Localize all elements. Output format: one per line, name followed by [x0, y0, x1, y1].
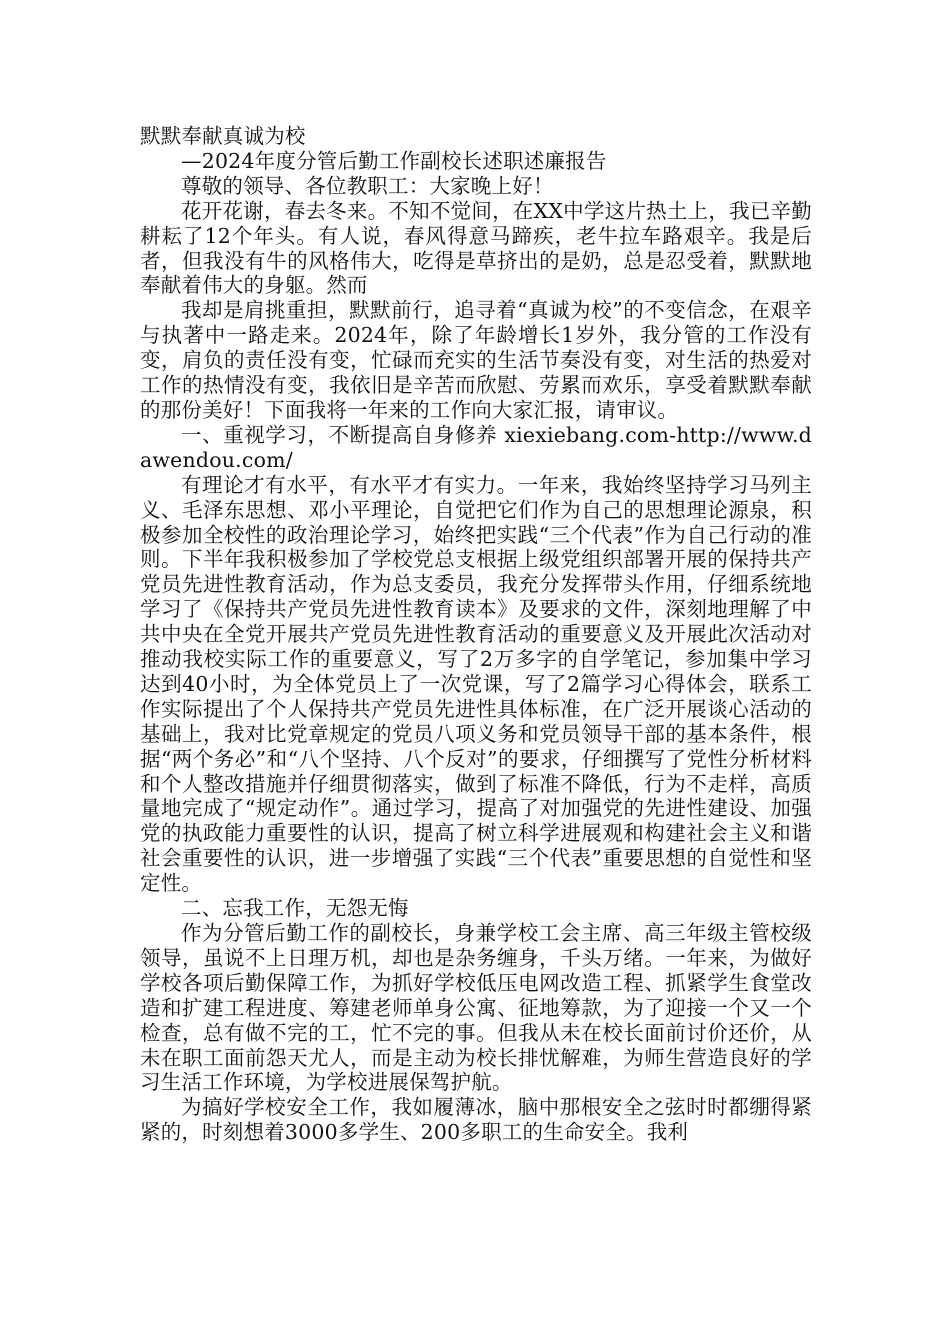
- section-heading-work: 二、忘我工作，无怨无悔: [181, 896, 409, 921]
- paragraph-study: 有理论才有水平，有水平才有实力。一年来，我始终坚持学习马列主义、毛泽东思想、邓小平理论，自觉把它们作为自己的思想理论源泉，积极参加全校性的政治理论学习，始终把实践“三个代表”作为自己行动的准则。下半年我积极参加了学校党总支根据上级党组织部署开展的保持共产党员先进性教育活动，作为总支委员，我充分发挥带头作用，仔细系统地学习了《保持共产党员先进性教育读本》及要求的文件，深刻地理解了中共中央在全党开展共产党员先进性教育活动的重要意义及开展此次活动对推动我校实际工作的重要意义，写了2万多字的自学笔记，参加集中学习达到40小时，为全体党员上了一次党课，写了2篇学习心得体会，联系工作实际提出了个人保持共产党员先进性具体标准，在广泛开展谈心活动的基础上，我对比党章规定的党员八项义务和党员领导干部的基本条件，根据“两个务必”和“八个坚持、八个反对”的要求，仔细撰写了党性分析材料和个人整改措施并仔细贯彻落实，做到了标准不降低，行为不走样，高质量地完成了“规定动作”。通过学习，提高了对加强党的先进性建设、加强党的执政能力重要性的认识，提高了树立科学进展观和构建社会主义和谐社会重要性的认识，进一步增强了实践“三个代表”重要思想的自觉性和坚定性。: [140, 472, 812, 896]
- document-subtitle: —2024年度分管后勤工作副校长述职述廉报告: [181, 148, 607, 173]
- paragraph-safety: 为搞好学校安全工作，我如履薄冰，脑中那根安全之弦时时都绷得紧紧的，时刻想着3000多学生、200多职工的生命安全。我利: [140, 1095, 812, 1145]
- greeting: 尊敬的领导、各位教职工：大家晚上好！: [181, 173, 554, 198]
- document-title: 默默奉献真诚为校: [140, 124, 306, 148]
- paragraph-continuation: 我却是肩挑重担，默默前行，追寻着“真诚为校”的不变信念，在艰辛与执著中一路走来。2024年，除了年龄增长1岁外，我分管的工作没有变，肩负的责任没有变，忙碌而充实的生活节奏没有变，对生活的热爱对工作的热情没有变，我依旧是辛苦而欣慰、劳累而欢乐，享受着默默奉献的那份美好！下面我将一年来的工作向大家汇报，请审议。: [140, 298, 812, 422]
- paragraph-opening: 花开花谢，春去冬来。不知不觉间，在XX中学这片热土上，我已辛勤耕耘了12个年头。有人说，春风得意马蹄疾，老牛拉车路艰辛。我是后者，但我没有牛的风格伟大，吃得是草挤出的是奶，总是忍受着，默默地奉献着伟大的身躯。然而: [140, 198, 812, 298]
- section-heading-study: 一、重视学习，不断提高自身修养 xiexiebang.com-http://www.dawendou.com/: [140, 422, 812, 472]
- document-page: [140, 124, 812, 1145]
- paragraph-work: 作为分管后勤工作的副校长，身兼学校工会主席、高三年级主管校级领导，虽说不上日理万机，却也是杂务缠身，千头万绪。一年来，为做好学校各项后勤保障工作，为抓好学校低压电网改造工程、抓紧学生食堂改造和扩建工程进度、筹建老师单身公寓、征地筹款，为了迎接一个又一个检查，总有做不完的工，忙不完的事。但我从未在校长面前讨价还价，从未在职工面前怨天尤人，而是主动为校长排忧解难，为师生营造良好的学习生活工作环境，为学校进展保驾护航。: [140, 921, 812, 1095]
